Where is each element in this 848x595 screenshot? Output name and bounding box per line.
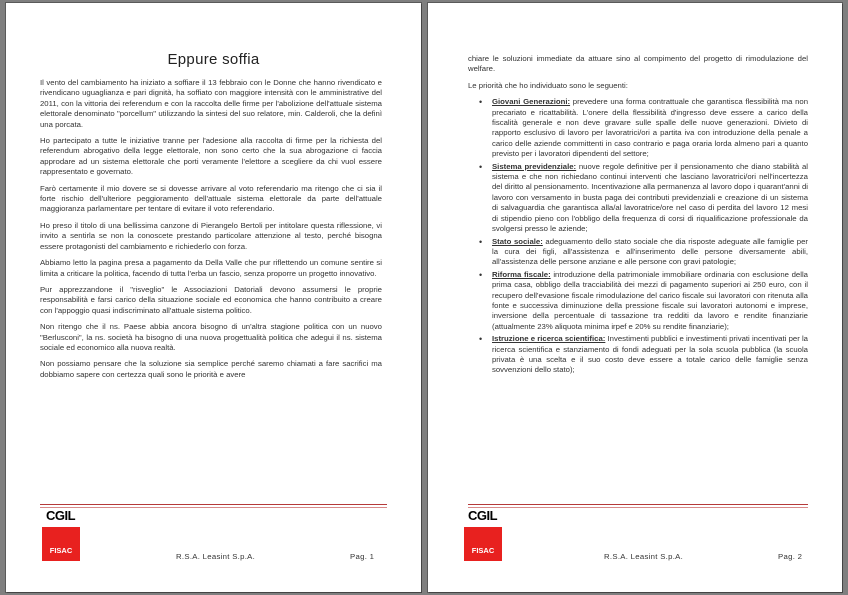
footer-rule-secondary [40, 507, 387, 508]
paragraph: Non ritengo che il ns. Paese abbia ancora bisogno di un'altra stagione politica con un nuovo "Berlusconi", la ns. società ha bisogno di una nuova progettualità politica che adegui il ns. sistema sociale ed economico alla nuova realtà. [40, 322, 382, 352]
bullet-icon: • [479, 97, 483, 108]
paragraph: Le priorità che ho individuato sono le seguenti: [468, 80, 628, 90]
bullet-icon: • [479, 161, 483, 172]
paragraph: Non possiamo pensare che la soluzione sia semplice perché saremo chiamati a fare sacrifici ma dobbiamo sapere con certezza quali sono le priorità e avere [40, 359, 382, 379]
list-item [479, 236, 809, 268]
page-1-body [40, 78, 382, 386]
footer-company: R.S.A. Leasint S.p.A. [176, 552, 256, 561]
list-item-heading: Sistema previdenziale: [492, 161, 577, 171]
logo-cgil-text: CGIL [468, 508, 498, 523]
cgil-fisac-logo [42, 509, 80, 561]
document-page-2 [428, 3, 842, 592]
list-item [479, 161, 808, 235]
bullet-icon: • [479, 236, 483, 247]
footer-page-number: Pag. 1 [350, 552, 375, 561]
page-2-body [468, 54, 808, 378]
priority-list [468, 97, 808, 376]
bullet-icon: • [479, 269, 483, 280]
paragraph: Farò certamente il mio dovere se si dovesse arrivare al voto referendario ma ritengo che ci sia il forte rischio dell'ulteriore peggioramento dell'attuale sistema elettorale da parte dell'attuale maggioranza parlamentare per tentare di evitare il voto referendario. [40, 183, 382, 214]
footer-rule [40, 504, 387, 505]
list-item-text: introduzione della patrimoniale immobiliare ordinaria con esclusione della prima casa, obbligo della tracciabilità dei mezzi di pagamento superiori ai 250 euro, con il recupero dell'evasione fiscale rimodulazione del carico fiscale sui lavoratori con ritenuta alla fonte e successiva diminuzione della pressione fiscale sui lavoratori autonomi e imprese, inversione della percentuale di tassazione tra redditi da lavoro e rendite finanziarie (attualmente 23% aliquota minima irpef e 20% su rendite finanziarie); [492, 269, 808, 331]
list-item-text: adeguamento dello stato sociale che dia risposte adeguate alle famiglie per la cura dei figli, all'assistenza e all'inserimento delle persone diversamente abili, all'assistenza delle persone anziane e alle persone con gravi patologie; [492, 236, 809, 267]
paragraph: Ho partecipato a tutte le iniziative tranne per l'adesione alla raccolta di firme per la richiesta del referendum abrogativo della legge elettorale, non sono certo che la sua abrogazione ci faccia approdare ad un sistema elettorale che porti veramente l'elettore a scegliere da chi vuol essere rappresentato e governato. [40, 136, 382, 177]
list-item-text: nuove regole definitive per il pensionamento che diano stabilità al sistema e che non richiedano continui interventi che lasciano lavoratrici/ori nell'incertezza del diritto al pensionamento. Incentivazione alla permanenza al lavoro dopo i quarant'anni di lavoro con versamento in busta paga dei contributi previdenziali e creazione di un sistema di salvaguardia che garantisca alla/al lavoratrice/ore nel caso di perdita del lavoro 12 mesi di stipendio pieno con l'obbligo della frequenza di corsi di riqualificazione professionale da svolgersi presso le aziende; [492, 161, 808, 234]
paragraph: Ho preso il titolo di una bellissima canzone di Pierangelo Bertoli per intitolare questa riflessione, vi invito a sentirla se non la conoscete prestando particolare attenzione al testo, perché bisogna essere protagonisti del cambiamento e richiederlo con forza. [40, 220, 382, 251]
logo-fisac-box: FISAC [42, 527, 80, 561]
list-item [479, 334, 808, 376]
paragraph: Pur apprezzandone il "risveglio" le Associazioni Datoriali devono assumersi le proprie responsabilità e farsi carico della situazione sociale ed economica che hanno contribuito a creare con l'appoggio quasi indiscriminato all'attuale sistema politico. [40, 284, 382, 315]
list-item-heading: Stato sociale: [492, 236, 543, 246]
footer-page-number: Pag. 2 [778, 552, 803, 561]
list-item-heading: Riforma fiscale: [492, 269, 551, 279]
cgil-fisac-logo [464, 509, 502, 561]
footer-rule-secondary [468, 507, 808, 508]
list-item-text: Investimenti pubblici e investimenti privati incentivati per la ricerca scientifica e stanziamento di fondi adeguati per la sola scuola pubblica (la scuola privata è una scelta e il suo costo deve essere a totale carico delle famiglie senza sovvenzioni dello stato); [492, 334, 808, 375]
logo-cgil-text: CGIL [46, 508, 76, 523]
document-title: Eppure soffia [167, 51, 260, 68]
bullet-icon: • [479, 334, 483, 345]
logo-fisac-box: FISAC [464, 527, 502, 561]
footer-rule [468, 504, 808, 505]
paragraph: Il vento del cambiamento ha iniziato a soffiare il 13 febbraio con le Donne che hanno rivendicato e rivendicano uguaglianza e pari dignità, ha soffiato con maggiore intensità con le amministrative del 2011, con la vittoria dei referendum e con la raccolta delle firme per l'abolizione dell'attuale sistema elettorale denominato "porcellum" utilizzando la sintesi del suo relatore, min. Calderoli, che la definì una porcata. [40, 78, 382, 129]
document-page-1 [6, 3, 421, 592]
paragraph: Abbiamo letto la pagina presa a pagamento da Della Valle che pur riflettendo un comune sentire si limita a criticare la politica, facendo di tutta l'erba un fascio, senza proporre un progetto innovativo. [40, 258, 382, 278]
list-item-heading: Giovani Generazioni: [492, 97, 571, 107]
list-item-heading: Istruzione e ricerca scientifica: [492, 334, 606, 344]
list-item-text: prevedere una forma contrattuale che garantisca flessibilità ma non precariato e ricattabilità. L'onere della flessibilità d'ingresso deve essere a carico della fiscalità generale e non deve gravare sulle spalle delle nuove generazioni. Divieto di rapporto esclusivo di lavoro per lavoratrici/ori a partita iva con introduzione della penale a carico delle aziende committenti in caso contrario e paga oraria lorda almeno pari a quanto previsto per i lavoratori dipendenti del settore; [492, 97, 809, 159]
list-item [479, 269, 808, 332]
paragraph: chiare le soluzioni immediate da attuare sino al compimento del progetto di rimodulazione del welfare. [468, 54, 808, 74]
footer-company: R.S.A. Leasint S.p.A. [604, 552, 684, 561]
list-item [479, 97, 809, 159]
